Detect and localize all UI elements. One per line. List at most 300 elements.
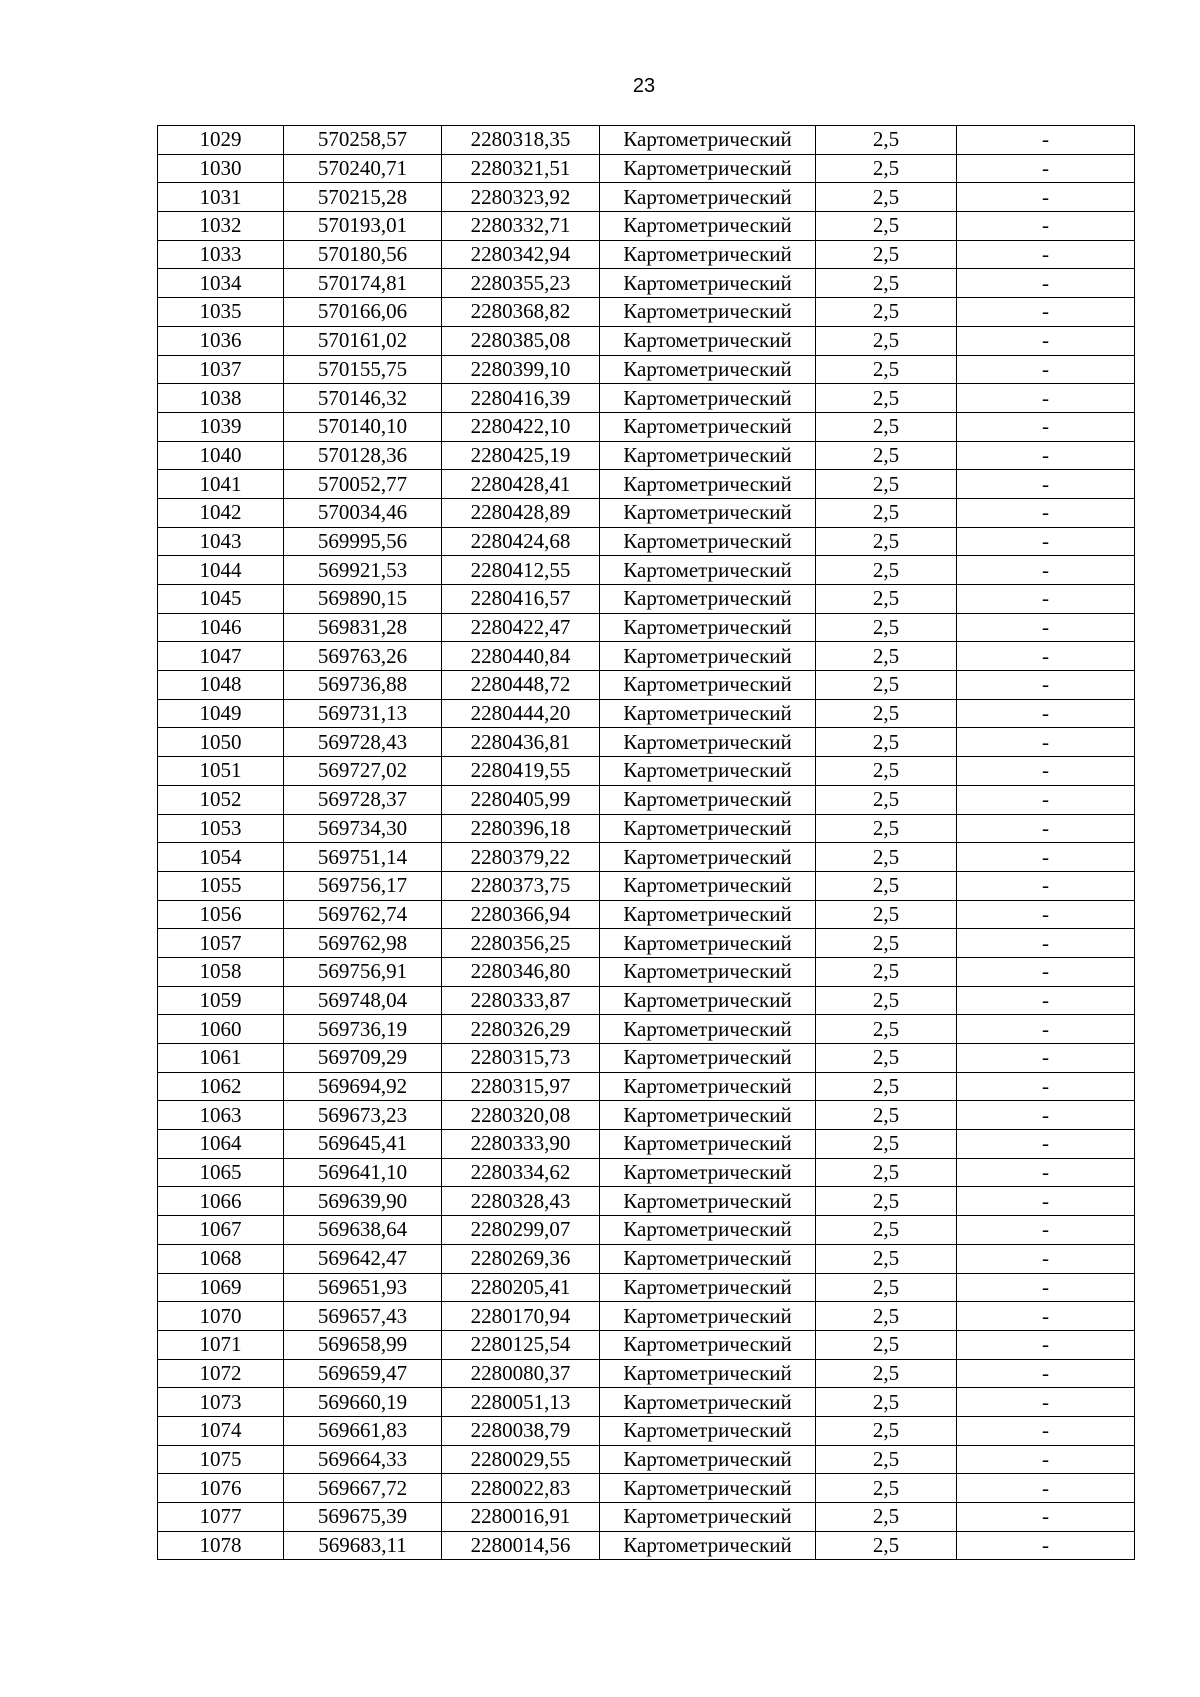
table-row [158,326,1135,355]
method-cell: Картометрический [600,154,816,183]
table-row [158,642,1135,671]
x-coordinate-cell: 569751,14 [284,843,442,872]
point-number-cell: 1068 [158,1244,284,1273]
precision-cell: 2,5 [816,1330,957,1359]
description-cell: - [957,671,1135,700]
method-cell: Картометрический [600,212,816,241]
table-row [158,1503,1135,1532]
table-row [158,1531,1135,1560]
description-cell: - [957,470,1135,499]
method-cell: Картометрический [600,1416,816,1445]
description-cell: - [957,326,1135,355]
description-cell: - [957,1244,1135,1273]
y-coordinate-cell: 2280425,19 [442,441,600,470]
y-coordinate-cell: 2280205,41 [442,1273,600,1302]
point-number-cell: 1045 [158,585,284,614]
point-number-cell: 1074 [158,1416,284,1445]
description-cell: - [957,1273,1135,1302]
method-cell: Картометрический [600,498,816,527]
point-number-cell: 1044 [158,556,284,585]
y-coordinate-cell: 2280299,07 [442,1216,600,1245]
table-row [158,1158,1135,1187]
precision-cell: 2,5 [816,1158,957,1187]
x-coordinate-cell: 569639,90 [284,1187,442,1216]
precision-cell: 2,5 [816,326,957,355]
x-coordinate-cell: 570161,02 [284,326,442,355]
precision-cell: 2,5 [816,212,957,241]
method-cell: Картометрический [600,1531,816,1560]
x-coordinate-cell: 569736,19 [284,1015,442,1044]
method-cell: Картометрический [600,900,816,929]
y-coordinate-cell: 2280320,08 [442,1101,600,1130]
method-cell: Картометрический [600,1388,816,1417]
point-number-cell: 1040 [158,441,284,470]
method-cell: Картометрический [600,1130,816,1159]
point-number-cell: 1076 [158,1474,284,1503]
table-row [158,183,1135,212]
method-cell: Картометрический [600,1474,816,1503]
x-coordinate-cell: 569831,28 [284,613,442,642]
point-number-cell: 1030 [158,154,284,183]
point-number-cell: 1037 [158,355,284,384]
x-coordinate-cell: 569683,11 [284,1531,442,1560]
point-number-cell: 1061 [158,1044,284,1073]
method-cell: Картометрический [600,240,816,269]
description-cell: - [957,212,1135,241]
x-coordinate-cell: 570193,01 [284,212,442,241]
x-coordinate-cell: 570034,46 [284,498,442,527]
table-row [158,929,1135,958]
method-cell: Картометрический [600,326,816,355]
table-row [158,470,1135,499]
table-row [158,556,1135,585]
precision-cell: 2,5 [816,1072,957,1101]
y-coordinate-cell: 2280366,94 [442,900,600,929]
point-number-cell: 1054 [158,843,284,872]
coordinates-table-body [158,126,1135,1560]
x-coordinate-cell: 569657,43 [284,1302,442,1331]
table-row [158,1273,1135,1302]
point-number-cell: 1060 [158,1015,284,1044]
table-row [158,1072,1135,1101]
y-coordinate-cell: 2280333,90 [442,1130,600,1159]
x-coordinate-cell: 569734,30 [284,814,442,843]
x-coordinate-cell: 569659,47 [284,1359,442,1388]
table-row [158,728,1135,757]
method-cell: Картометрический [600,585,816,614]
table-row [158,814,1135,843]
table-row [158,269,1135,298]
y-coordinate-cell: 2280328,43 [442,1187,600,1216]
table-row [158,1244,1135,1273]
point-number-cell: 1065 [158,1158,284,1187]
y-coordinate-cell: 2280440,84 [442,642,600,671]
description-cell: - [957,441,1135,470]
table-row [158,240,1135,269]
point-number-cell: 1063 [158,1101,284,1130]
table-row [158,1101,1135,1130]
description-cell: - [957,843,1135,872]
x-coordinate-cell: 570174,81 [284,269,442,298]
table-row [158,441,1135,470]
precision-cell: 2,5 [816,1388,957,1417]
description-cell: - [957,871,1135,900]
y-coordinate-cell: 2280405,99 [442,785,600,814]
x-coordinate-cell: 570258,57 [284,126,442,155]
description-cell: - [957,757,1135,786]
method-cell: Картометрический [600,527,816,556]
description-cell: - [957,1044,1135,1073]
method-cell: Картометрический [600,1273,816,1302]
table-row [158,498,1135,527]
precision-cell: 2,5 [816,699,957,728]
description-cell: - [957,498,1135,527]
y-coordinate-cell: 2280444,20 [442,699,600,728]
table-row [158,585,1135,614]
method-cell: Картометрический [600,183,816,212]
table-row [158,699,1135,728]
description-cell: - [957,929,1135,958]
y-coordinate-cell: 2280332,71 [442,212,600,241]
table-row [158,355,1135,384]
precision-cell: 2,5 [816,1416,957,1445]
point-number-cell: 1051 [158,757,284,786]
method-cell: Картометрический [600,1330,816,1359]
precision-cell: 2,5 [816,957,957,986]
y-coordinate-cell: 2280396,18 [442,814,600,843]
point-number-cell: 1072 [158,1359,284,1388]
method-cell: Картометрический [600,1244,816,1273]
y-coordinate-cell: 2280318,35 [442,126,600,155]
y-coordinate-cell: 2280315,97 [442,1072,600,1101]
table-row [158,212,1135,241]
table-row [158,613,1135,642]
point-number-cell: 1042 [158,498,284,527]
description-cell: - [957,1072,1135,1101]
description-cell: - [957,699,1135,728]
y-coordinate-cell: 2280022,83 [442,1474,600,1503]
precision-cell: 2,5 [816,1474,957,1503]
description-cell: - [957,355,1135,384]
precision-cell: 2,5 [816,1244,957,1273]
y-coordinate-cell: 2280424,68 [442,527,600,556]
method-cell: Картометрический [600,814,816,843]
precision-cell: 2,5 [816,556,957,585]
point-number-cell: 1053 [158,814,284,843]
y-coordinate-cell: 2280016,91 [442,1503,600,1532]
table-row [158,986,1135,1015]
method-cell: Картометрический [600,1158,816,1187]
x-coordinate-cell: 569995,56 [284,527,442,556]
description-cell: - [957,728,1135,757]
precision-cell: 2,5 [816,1187,957,1216]
x-coordinate-cell: 569890,15 [284,585,442,614]
description-cell: - [957,957,1135,986]
precision-cell: 2,5 [816,470,957,499]
description-cell: - [957,1330,1135,1359]
table-row [158,671,1135,700]
description-cell: - [957,1531,1135,1560]
description-cell: - [957,1503,1135,1532]
point-number-cell: 1075 [158,1445,284,1474]
precision-cell: 2,5 [816,671,957,700]
table-row [158,1416,1135,1445]
precision-cell: 2,5 [816,613,957,642]
y-coordinate-cell: 2280323,92 [442,183,600,212]
y-coordinate-cell: 2280051,13 [442,1388,600,1417]
description-cell: - [957,269,1135,298]
x-coordinate-cell: 569673,23 [284,1101,442,1130]
point-number-cell: 1034 [158,269,284,298]
y-coordinate-cell: 2280416,39 [442,384,600,413]
x-coordinate-cell: 569727,02 [284,757,442,786]
table-row [158,384,1135,413]
precision-cell: 2,5 [816,1531,957,1560]
x-coordinate-cell: 569660,19 [284,1388,442,1417]
y-coordinate-cell: 2280346,80 [442,957,600,986]
precision-cell: 2,5 [816,929,957,958]
y-coordinate-cell: 2280080,37 [442,1359,600,1388]
point-number-cell: 1056 [158,900,284,929]
y-coordinate-cell: 2280029,55 [442,1445,600,1474]
x-coordinate-cell: 569736,88 [284,671,442,700]
y-coordinate-cell: 2280342,94 [442,240,600,269]
method-cell: Картометрический [600,355,816,384]
point-number-cell: 1031 [158,183,284,212]
precision-cell: 2,5 [816,498,957,527]
table-row [158,527,1135,556]
description-cell: - [957,785,1135,814]
method-cell: Картометрический [600,671,816,700]
y-coordinate-cell: 2280428,89 [442,498,600,527]
y-coordinate-cell: 2280448,72 [442,671,600,700]
x-coordinate-cell: 570180,56 [284,240,442,269]
table-row [158,154,1135,183]
description-cell: - [957,1302,1135,1331]
y-coordinate-cell: 2280315,73 [442,1044,600,1073]
table-row [158,785,1135,814]
x-coordinate-cell: 570052,77 [284,470,442,499]
x-coordinate-cell: 569728,37 [284,785,442,814]
point-number-cell: 1064 [158,1130,284,1159]
x-coordinate-cell: 569762,98 [284,929,442,958]
table-row [158,871,1135,900]
y-coordinate-cell: 2280422,47 [442,613,600,642]
method-cell: Картометрический [600,785,816,814]
description-cell: - [957,613,1135,642]
method-cell: Картометрический [600,957,816,986]
coordinates-table [157,125,1135,1560]
description-cell: - [957,527,1135,556]
y-coordinate-cell: 2280334,62 [442,1158,600,1187]
method-cell: Картометрический [600,556,816,585]
point-number-cell: 1050 [158,728,284,757]
description-cell: - [957,1130,1135,1159]
precision-cell: 2,5 [816,986,957,1015]
y-coordinate-cell: 2280428,41 [442,470,600,499]
point-number-cell: 1070 [158,1302,284,1331]
method-cell: Картометрический [600,126,816,155]
description-cell: - [957,1187,1135,1216]
point-number-cell: 1036 [158,326,284,355]
table-row [158,1187,1135,1216]
x-coordinate-cell: 569641,10 [284,1158,442,1187]
precision-cell: 2,5 [816,269,957,298]
precision-cell: 2,5 [816,183,957,212]
method-cell: Картометрический [600,1044,816,1073]
y-coordinate-cell: 2280014,56 [442,1531,600,1560]
point-number-cell: 1038 [158,384,284,413]
precision-cell: 2,5 [816,843,957,872]
description-cell: - [957,1101,1135,1130]
point-number-cell: 1048 [158,671,284,700]
method-cell: Картометрический [600,384,816,413]
description-cell: - [957,1359,1135,1388]
precision-cell: 2,5 [816,527,957,556]
y-coordinate-cell: 2280038,79 [442,1416,600,1445]
description-cell: - [957,1015,1135,1044]
precision-cell: 2,5 [816,1101,957,1130]
table-row [158,900,1135,929]
method-cell: Картометрический [600,1216,816,1245]
description-cell: - [957,1416,1135,1445]
precision-cell: 2,5 [816,126,957,155]
table-row [158,1044,1135,1073]
method-cell: Картометрический [600,1359,816,1388]
point-number-cell: 1059 [158,986,284,1015]
point-number-cell: 1043 [158,527,284,556]
point-number-cell: 1047 [158,642,284,671]
y-coordinate-cell: 2280412,55 [442,556,600,585]
point-number-cell: 1069 [158,1273,284,1302]
method-cell: Картометрический [600,699,816,728]
method-cell: Картометрический [600,1302,816,1331]
precision-cell: 2,5 [816,1302,957,1331]
description-cell: - [957,900,1135,929]
method-cell: Картометрический [600,871,816,900]
x-coordinate-cell: 569651,93 [284,1273,442,1302]
precision-cell: 2,5 [816,585,957,614]
method-cell: Картометрический [600,1503,816,1532]
x-coordinate-cell: 569658,99 [284,1330,442,1359]
table-row [158,1359,1135,1388]
point-number-cell: 1029 [158,126,284,155]
precision-cell: 2,5 [816,240,957,269]
table-row [158,1015,1135,1044]
method-cell: Картометрический [600,1072,816,1101]
x-coordinate-cell: 569675,39 [284,1503,442,1532]
precision-cell: 2,5 [816,1015,957,1044]
point-number-cell: 1071 [158,1330,284,1359]
point-number-cell: 1066 [158,1187,284,1216]
table-row [158,1216,1135,1245]
precision-cell: 2,5 [816,1359,957,1388]
precision-cell: 2,5 [816,757,957,786]
point-number-cell: 1052 [158,785,284,814]
method-cell: Картометрический [600,470,816,499]
table-row [158,1388,1135,1417]
y-coordinate-cell: 2280326,29 [442,1015,600,1044]
table-row [158,957,1135,986]
point-number-cell: 1073 [158,1388,284,1417]
x-coordinate-cell: 569645,41 [284,1130,442,1159]
point-number-cell: 1077 [158,1503,284,1532]
table-row [158,843,1135,872]
x-coordinate-cell: 570146,32 [284,384,442,413]
y-coordinate-cell: 2280373,75 [442,871,600,900]
y-coordinate-cell: 2280399,10 [442,355,600,384]
table-row [158,126,1135,155]
description-cell: - [957,298,1135,327]
point-number-cell: 1067 [158,1216,284,1245]
method-cell: Картометрический [600,929,816,958]
description-cell: - [957,1388,1135,1417]
point-number-cell: 1032 [158,212,284,241]
x-coordinate-cell: 570140,10 [284,412,442,441]
y-coordinate-cell: 2280321,51 [442,154,600,183]
precision-cell: 2,5 [816,871,957,900]
table-row [158,1130,1135,1159]
y-coordinate-cell: 2280170,94 [442,1302,600,1331]
precision-cell: 2,5 [816,298,957,327]
x-coordinate-cell: 569731,13 [284,699,442,728]
y-coordinate-cell: 2280356,25 [442,929,600,958]
description-cell: - [957,585,1135,614]
x-coordinate-cell: 569709,29 [284,1044,442,1073]
table-row [158,412,1135,441]
table-row [158,1302,1135,1331]
x-coordinate-cell: 569638,64 [284,1216,442,1245]
y-coordinate-cell: 2280436,81 [442,728,600,757]
point-number-cell: 1058 [158,957,284,986]
precision-cell: 2,5 [816,900,957,929]
method-cell: Картометрический [600,441,816,470]
description-cell: - [957,986,1135,1015]
y-coordinate-cell: 2280333,87 [442,986,600,1015]
method-cell: Картометрический [600,986,816,1015]
precision-cell: 2,5 [816,814,957,843]
method-cell: Картометрический [600,412,816,441]
method-cell: Картометрический [600,1445,816,1474]
y-coordinate-cell: 2280269,36 [442,1244,600,1273]
x-coordinate-cell: 570240,71 [284,154,442,183]
description-cell: - [957,1445,1135,1474]
x-coordinate-cell: 569728,43 [284,728,442,757]
table-row [158,1330,1135,1359]
precision-cell: 2,5 [816,1216,957,1245]
method-cell: Картометрический [600,298,816,327]
precision-cell: 2,5 [816,412,957,441]
y-coordinate-cell: 2280416,57 [442,585,600,614]
description-cell: - [957,1474,1135,1503]
y-coordinate-cell: 2280368,82 [442,298,600,327]
description-cell: - [957,412,1135,441]
x-coordinate-cell: 569756,91 [284,957,442,986]
y-coordinate-cell: 2280355,23 [442,269,600,298]
method-cell: Картометрический [600,642,816,671]
point-number-cell: 1057 [158,929,284,958]
description-cell: - [957,642,1135,671]
x-coordinate-cell: 569694,92 [284,1072,442,1101]
precision-cell: 2,5 [816,384,957,413]
precision-cell: 2,5 [816,355,957,384]
x-coordinate-cell: 570215,28 [284,183,442,212]
y-coordinate-cell: 2280385,08 [442,326,600,355]
y-coordinate-cell: 2280419,55 [442,757,600,786]
point-number-cell: 1033 [158,240,284,269]
method-cell: Картометрический [600,757,816,786]
point-number-cell: 1055 [158,871,284,900]
